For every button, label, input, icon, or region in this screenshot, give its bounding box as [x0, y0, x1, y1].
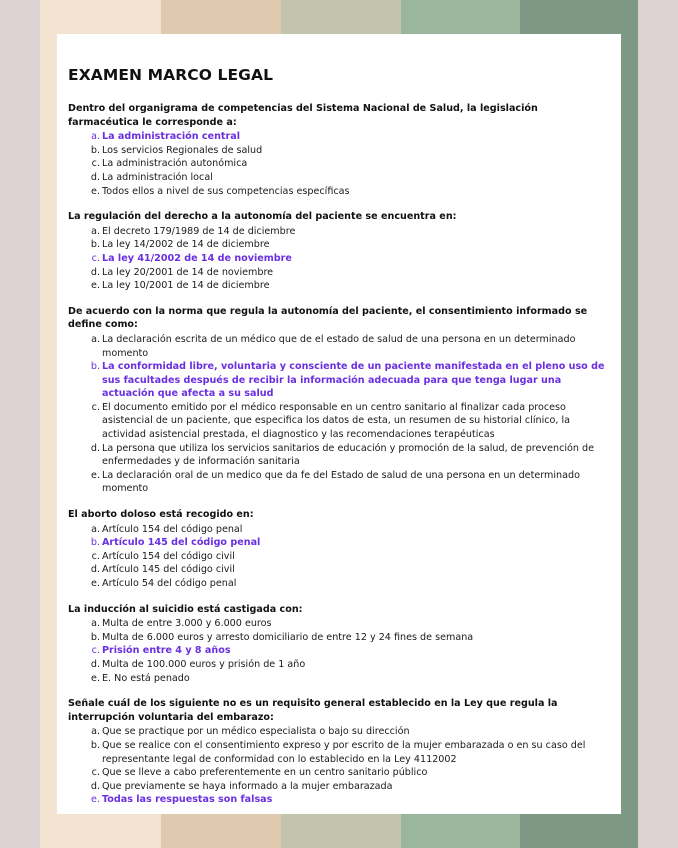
question-text: La regulación del derecho a la autonomía del paciente se encuentra en:	[68, 211, 457, 223]
option-letter: a.	[91, 131, 100, 143]
option-text: Que se lleve a cabo preferentemente en un centro sanitario público	[102, 767, 428, 779]
option-letter: b.	[90, 144, 100, 156]
option-letter: b.	[90, 537, 100, 549]
answer-option-correct	[90, 360, 611, 401]
option-letter: d.	[90, 780, 100, 792]
answer-option-correct	[90, 644, 611, 658]
option-text: Que se realice con el consentimiento expreso y por escrito de la mujer embarazada o en su caso del representante legal de conformidad con lo establecido en la Ley 4112002	[102, 739, 586, 765]
answer-option	[90, 144, 611, 158]
option-letter: c.	[91, 645, 100, 657]
option-text: La conformidad libre, voluntaria y consciente de un paciente manifestada en el pleno uso de sus facultades después de recibir la información adecuada para que tenga lugar una actuación que afecta a su salud	[102, 361, 605, 400]
question-text: Dentro del organigrama de competencias del Sistema Nacional de Salud, la legislación farmacéutica le corresponde a:	[68, 103, 538, 128]
background-stripe	[0, 0, 40, 848]
answer-options	[68, 225, 611, 293]
option-letter: e.	[91, 578, 100, 589]
answer-option	[90, 523, 611, 537]
option-letter: d.	[90, 442, 100, 454]
option-text: Los servicios Regionales de salud	[102, 144, 263, 156]
question-block	[68, 305, 611, 496]
option-text: Artículo 154 del código civil	[102, 550, 235, 562]
option-letter: b.	[90, 361, 100, 373]
option-letter: c.	[91, 767, 100, 779]
option-letter: e.	[91, 794, 100, 806]
question-text: De acuerdo con la norma que regula la autonomía del paciente, el consentimiento informado se define como:	[68, 305, 588, 331]
answer-option	[90, 157, 611, 171]
option-letter: a.	[91, 618, 100, 630]
option-text: Multa de entre 3.000 y 6.000 euros	[102, 618, 272, 630]
option-letter: d.	[90, 658, 100, 670]
answer-option	[90, 333, 611, 360]
answer-option	[90, 725, 611, 739]
option-text: Artículo 145 del código penal	[102, 537, 261, 549]
answer-option	[90, 171, 611, 185]
answer-option	[90, 266, 611, 280]
answer-options	[68, 333, 611, 496]
option-letter: e.	[91, 280, 100, 292]
option-letter: c.	[91, 401, 100, 413]
answer-option	[90, 185, 611, 199]
option-text: La administración central	[102, 131, 241, 143]
question-block	[68, 102, 611, 198]
answer-options	[68, 725, 611, 807]
answer-option	[90, 617, 611, 631]
question-block	[68, 697, 611, 807]
option-text: Que previamente se haya informado a la mujer embarazada	[102, 780, 393, 792]
option-letter: c.	[91, 158, 100, 170]
answer-options	[68, 523, 611, 591]
answer-options	[68, 617, 611, 685]
answer-option-correct	[90, 536, 611, 550]
answer-option-correct	[90, 252, 611, 266]
option-text: La declaración oral de un medico que da fe del Estado de salud de una persona en un determinado momento	[102, 469, 580, 495]
option-text: La administración autonómica	[102, 158, 248, 170]
answer-option	[90, 238, 611, 252]
option-letter: e.	[91, 469, 100, 481]
option-text: La persona que utiliza los servicios sanitarios de educación y promoción de la salud, de prevención de enfermedades y de información sanitaria	[102, 442, 595, 468]
answer-option	[90, 672, 611, 686]
option-text: Todos ellos a nivel de sus competencias específicas	[102, 185, 350, 197]
answer-options	[68, 130, 611, 198]
question-text: Señale cuál de los siguiente no es un requisito general establecido en la Ley que regula la interrupción voluntaria del embarazo:	[68, 698, 558, 723]
option-letter: b.	[90, 739, 100, 751]
option-letter: d.	[90, 564, 100, 576]
answer-option	[90, 577, 611, 591]
option-letter: d.	[90, 266, 100, 278]
option-letter: a.	[91, 726, 100, 738]
page-title: EXAMEN MARCO LEGAL	[68, 66, 274, 84]
question-block	[68, 210, 611, 293]
question-block	[68, 508, 611, 591]
option-text: Artículo 154 del código penal	[102, 523, 243, 535]
option-letter: c.	[91, 252, 100, 264]
answer-option	[90, 279, 611, 293]
answer-option	[90, 631, 611, 645]
option-text: Multa de 6.000 euros y arresto domiciliario de entre 12 y 24 fines de semana	[102, 631, 474, 643]
option-letter: b.	[90, 631, 100, 643]
option-letter: c.	[91, 550, 100, 562]
option-text: Artículo 145 del código civil	[102, 564, 235, 576]
answer-option	[90, 766, 611, 780]
answer-option	[90, 401, 611, 442]
option-text: Que se practique por un médico especialista o bajo su dirección	[102, 726, 410, 738]
option-letter: d.	[90, 171, 100, 183]
option-text: El documento emitido por el médico responsable en un centro sanitario al finalizar cada proceso asistencial de un paciente, que especifica los datos de esta, un resumen de su historial clínico, la actividad asistencial prestada, el diagnostico y las recomendaciones terapéuticas	[102, 401, 571, 441]
option-text: La administración local	[102, 171, 213, 183]
option-letter: e.	[91, 185, 100, 197]
option-text: E. No está penado	[102, 672, 190, 684]
option-letter: b.	[90, 239, 100, 251]
answer-option	[90, 739, 611, 766]
question-text: El aborto doloso está recogido en:	[68, 509, 254, 521]
option-text: La ley 41/2002 de 14 de noviembre	[102, 252, 292, 264]
option-text: Multa de 100.000 euros y prisión de 1 año	[102, 658, 306, 670]
background-stripe	[638, 0, 678, 848]
option-text: Prisión entre 4 y 8 años	[102, 645, 231, 657]
answer-option	[90, 658, 611, 672]
answer-option	[90, 225, 611, 239]
answer-option	[90, 469, 611, 496]
option-text: Todas las respuestas son falsas	[102, 794, 273, 806]
answer-option-correct	[90, 793, 611, 807]
option-text: Artículo 54 del código penal	[102, 578, 237, 589]
option-text: La ley 14/2002 de 14 de diciembre	[102, 239, 270, 251]
option-letter: a.	[91, 333, 100, 345]
answer-option	[90, 563, 611, 577]
answer-option	[90, 550, 611, 564]
answer-option-correct	[90, 130, 611, 144]
option-text: El decreto 179/1989 de 14 de diciembre	[102, 225, 296, 237]
option-letter: a.	[91, 225, 100, 237]
option-text: La declaración escrita de un médico que de el estado de salud de una persona en un determinado momento	[102, 333, 576, 359]
option-text: La ley 10/2001 de 14 de diciembre	[102, 280, 270, 292]
question-list	[68, 102, 611, 807]
question-block	[68, 603, 611, 686]
option-letter: a.	[91, 523, 100, 535]
option-text: La ley 20/2001 de 14 de noviembre	[102, 266, 274, 278]
answer-option	[90, 780, 611, 794]
exam-page	[57, 34, 621, 814]
option-letter: e.	[91, 672, 100, 684]
question-text: La inducción al suicidio está castigada con:	[68, 603, 303, 615]
answer-option	[90, 442, 611, 469]
